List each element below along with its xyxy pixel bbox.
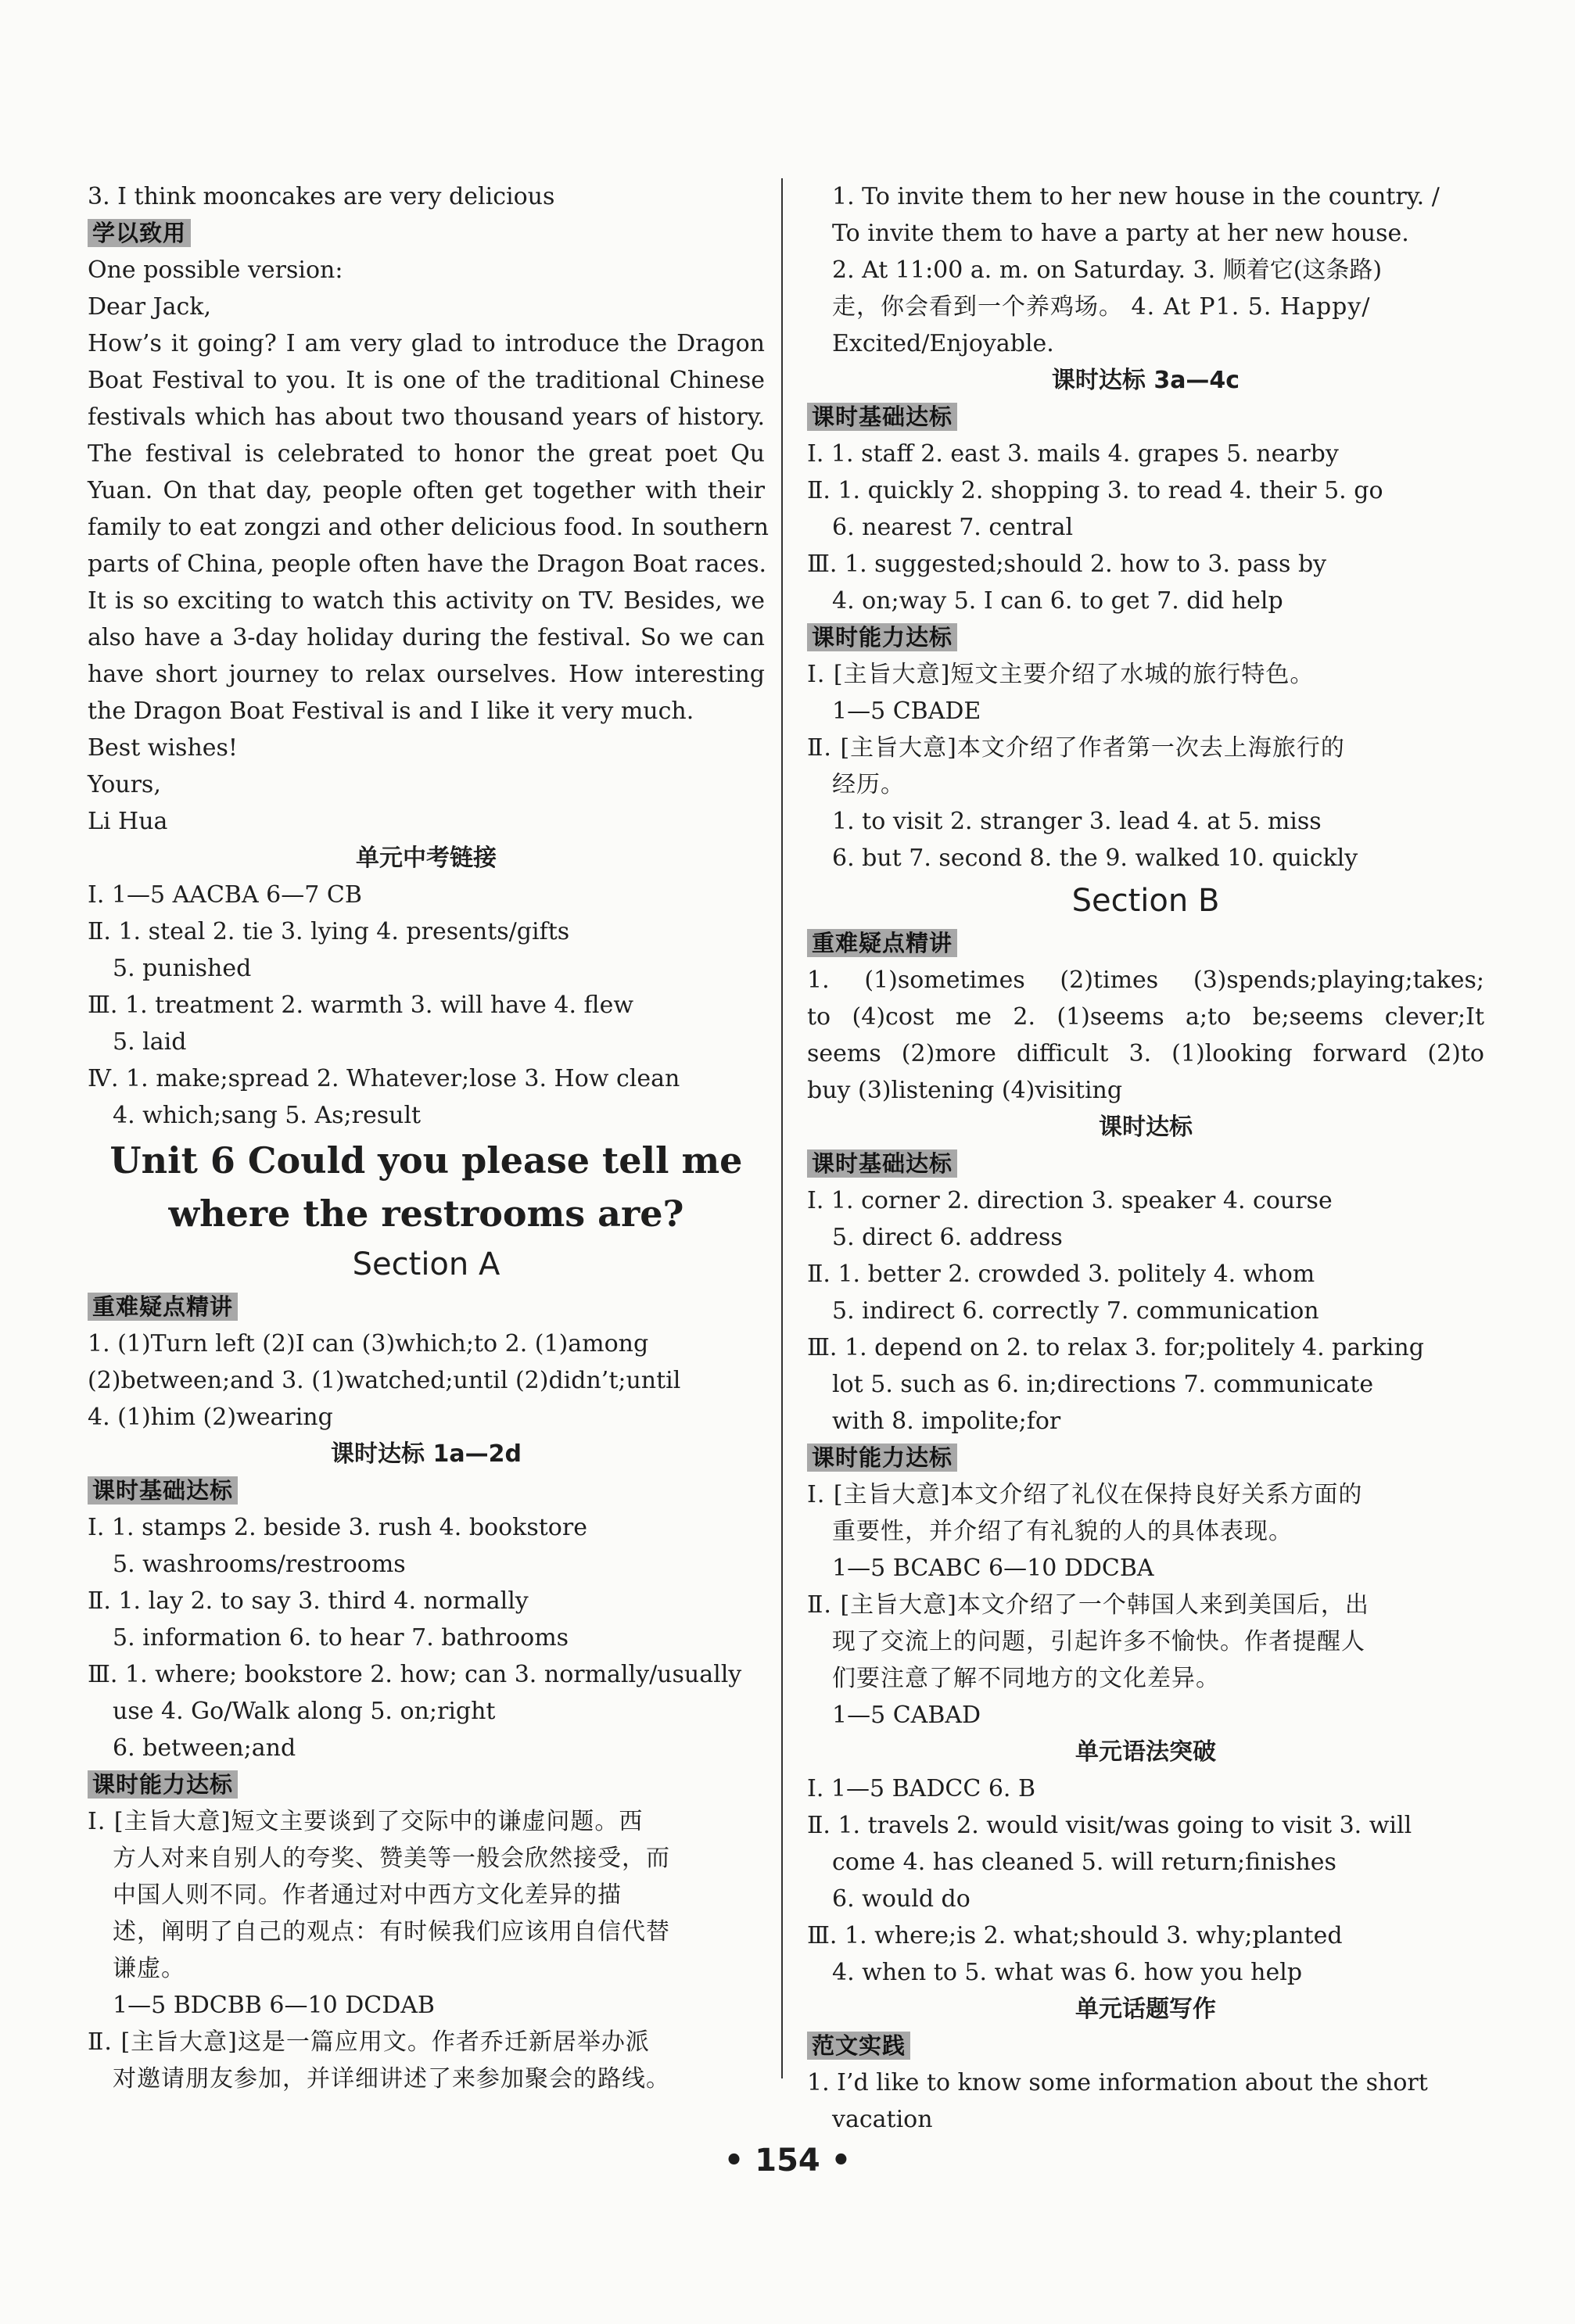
section-tag: 课时基础达标 (88, 1476, 238, 1505)
answer-line: 1—5 CABAD (832, 1702, 981, 1729)
answer-line: vacation (832, 2106, 933, 2133)
answer-line: 3. I think mooncakes are very delicious (88, 183, 555, 210)
letter-line: It is so exciting to watch this activity on TV. Besides, we (88, 587, 765, 615)
answer-line: 6. nearest 7. central (832, 514, 1074, 541)
column-divider (781, 178, 783, 2078)
section-heading: 课时达标 3a—4c (1051, 367, 1240, 394)
letter-line: Yuan. On that day, people often get together with their (88, 477, 765, 504)
letter-closing: Best wishes! (88, 734, 238, 762)
answer-line: lot 5. such as 6. in;directions 7. communicate (832, 1371, 1374, 1398)
section-heading: 课时达标 (1099, 1114, 1193, 1141)
answer-line: 1. To invite them to her new house in the country. / (832, 183, 1440, 210)
section-tag: 课时能力达标 (807, 1444, 957, 1472)
letter-line: also have a 3-day holiday during the festival. So we can (88, 624, 765, 651)
answer-line: Ⅰ. 1. staff 2. east 3. mails 4. grapes 5. nearby (807, 440, 1339, 468)
letter-line: family to eat zongzi and other delicious food. In southern (88, 514, 769, 541)
answer-line: 5. indirect 6. correctly 7. communication (832, 1297, 1319, 1325)
unit-title: where the restrooms are? (168, 1192, 684, 1235)
answer-line: Ⅲ. 1. treatment 2. warmth 3. will have 4. flew (88, 992, 633, 1019)
answer-line: 走，你会看到一个养鸡场。 4. At P1. 5. Happy/ (832, 293, 1371, 321)
answer-line: 1. (1)sometimes (2)times (3)spends;playing;takes; (807, 967, 1484, 994)
answer-line: 4. which;sang 5. As;result (113, 1102, 422, 1129)
section-tag: 课时基础达标 (807, 1149, 957, 1178)
answer-line: 方人对来自别人的夸奖、赞美等一般会欣然接受，而 (113, 1845, 670, 1872)
answer-line: 述，阐明了自己的观点：有时候我们应该用自信代替 (113, 1918, 670, 1946)
answer-line: Ⅲ. 1. suggested;should 2. how to 3. pass by (807, 551, 1327, 578)
answer-line: 重要性，并介绍了有礼貌的人的具体表现。 (832, 1518, 1293, 1545)
answer-line: 6. would do (832, 1885, 970, 1913)
answer-line: 5. washrooms/restrooms (113, 1551, 406, 1578)
answer-line: seems (2)more difficult 3. (1)looking forward (2)to (807, 1040, 1484, 1067)
answer-line: To invite them to have a party at her new house. (832, 220, 1409, 247)
letter-signature: Li Hua (88, 808, 168, 835)
answer-line: 6. but 7. second 8. the 9. walked 10. quickly (832, 845, 1358, 872)
answer-line: Ⅰ. [主旨大意]本文介绍了礼仪在保持良好关系方面的 (807, 1481, 1363, 1508)
answer-line: 谦虚。 (113, 1955, 185, 1982)
section-tag: 重难疑点精讲 (807, 929, 957, 957)
letter-line: parts of China, people often have the Dragon Boat races. (88, 551, 767, 578)
letter-closing: Yours, (88, 771, 161, 798)
section-tag: 重难疑点精讲 (88, 1293, 238, 1321)
letter-line: Boat Festival to you. It is one of the traditional Chinese (88, 367, 765, 394)
answer-line: 1—5 BCABC 6—10 DDCBA (832, 1555, 1154, 1582)
answer-line: Ⅱ. 1. steal 2. tie 3. lying 4. presents/gifts (88, 918, 570, 945)
answer-line: buy (3)listening (4)visiting (807, 1077, 1123, 1104)
answer-line: Ⅱ. 1. quickly 2. shopping 3. to read 4. their 5. go (807, 477, 1383, 504)
answer-line: 对邀请朋友参加，并详细讲述了来参加聚会的路线。 (113, 2065, 670, 2093)
answer-line: 1. (1)Turn left (2)I can (3)which;to 2. (1)among (88, 1330, 649, 1357)
answer-line: Ⅰ. [主旨大意]短文主要介绍了水城的旅行特色。 (807, 661, 1315, 688)
page-number: • 154 • (723, 2143, 852, 2179)
section-heading: 课时达标 1a—2d (331, 1440, 522, 1468)
right-column (807, 178, 1484, 2138)
answer-line: 4. (1)him (2)wearing (88, 1404, 333, 1431)
left-column (88, 178, 769, 2097)
section-tag: 学以致用 (88, 219, 191, 247)
letter-line: the Dragon Boat Festival is and I like it very much. (88, 698, 694, 725)
letter-line: have short journey to relax ourselves. How interesting (88, 661, 765, 688)
answer-line: 5. laid (113, 1028, 187, 1056)
answer-line: to (4)cost me 2. (1)seems a;to be;seems clever;It (807, 1003, 1484, 1031)
unit-title: Unit 6 Could you please tell me (109, 1139, 743, 1182)
answer-line: 中国人则不同。作者通过对中西方文化差异的描 (113, 1881, 622, 1909)
answer-line: use 4. Go/Walk along 5. on;right (113, 1698, 496, 1725)
answer-line: Ⅰ. [主旨大意]短文主要谈到了交际中的谦虚问题。西 (88, 1808, 644, 1835)
answer-line: Ⅱ. 1. lay 2. to say 3. third 4. normally (88, 1587, 529, 1615)
section-tag: 范文实践 (807, 2032, 910, 2060)
section-tag: 课时能力达标 (88, 1770, 238, 1799)
letter-line: The festival is celebrated to honor the great poet Qu (88, 440, 765, 468)
answer-line: Ⅱ. [主旨大意]本文介绍了一个韩国人来到美国后，出 (807, 1591, 1369, 1619)
answer-line: 4. on;way 5. I can 6. to get 7. did help (832, 587, 1283, 615)
section-heading: 单元话题写作 (1075, 1996, 1216, 2023)
answer-line: with 8. impolite;for (832, 1408, 1061, 1435)
answer-line: 5. punished (113, 955, 252, 982)
answer-line: Ⅰ. 1—5 AACBA 6—7 CB (88, 881, 362, 909)
answer-line: One possible version: (88, 256, 343, 284)
answer-line: 1. I’d like to know some information about the short (807, 2069, 1428, 2096)
answer-line: 2. At 11:00 a. m. on Saturday. 3. 顺着它(这条路) (832, 256, 1383, 284)
answer-line: 1—5 CBADE (832, 698, 981, 725)
answer-line: Ⅱ. 1. travels 2. would visit/was going to visit 3. will (807, 1812, 1412, 1839)
answer-line: 6. between;and (113, 1734, 296, 1762)
answer-line: Ⅱ. 1. better 2. crowded 3. politely 4. whom (807, 1261, 1315, 1288)
answer-line: 1. to visit 2. stranger 3. lead 4. at 5. miss (832, 808, 1322, 835)
answer-line: Ⅰ. 1. corner 2. direction 3. speaker 4. course (807, 1187, 1333, 1214)
letter-line: festivals which has about two thousand years of history. (88, 403, 765, 431)
answer-line: Ⅰ. 1. stamps 2. beside 3. rush 4. bookstore (88, 1514, 587, 1541)
letter-line: How’s it going? I am very glad to introduce the Dragon (88, 330, 765, 357)
answer-line: Ⅳ. 1. make;spread 2. Whatever;lose 3. How clean (88, 1065, 680, 1092)
answer-line: 5. information 6. to hear 7. bathrooms (113, 1624, 569, 1652)
answer-line: Ⅲ. 1. where;is 2. what;should 3. why;planted (807, 1922, 1343, 1949)
answer-line: Ⅱ. [主旨大意]本文介绍了作者第一次去上海旅行的 (807, 734, 1345, 762)
section-heading: 单元中考链接 (356, 845, 497, 872)
answer-line: 1—5 BDCBB 6—10 DCDAB (113, 1992, 435, 2019)
answer-line: 们要注意了解不同地方的文化差异。 (832, 1665, 1220, 1692)
section-title: Section B (1071, 883, 1220, 919)
answer-line: Ⅰ. 1—5 BADCC 6. B (807, 1775, 1036, 1802)
answer-line: Ⅲ. 1. where; bookstore 2. how; can 3. normally/usually (88, 1661, 742, 1688)
section-tag: 课时能力达标 (807, 623, 957, 651)
answer-line: Ⅱ. [主旨大意]这是一篇应用文。作者乔迁新居举办派 (88, 2028, 650, 2056)
answer-line: 5. direct 6. address (832, 1224, 1063, 1251)
answer-line: 现了交流上的问题，引起许多不愉快。作者提醒人 (832, 1628, 1365, 1655)
section-title: Section A (352, 1246, 500, 1282)
section-tag: 课时基础达标 (807, 403, 957, 431)
answer-line: 经历。 (832, 771, 905, 798)
answer-line: Ⅲ. 1. depend on 2. to relax 3. for;politely 4. parking (807, 1334, 1424, 1361)
answer-line: Excited/Enjoyable. (832, 330, 1054, 357)
answer-line: (2)between;and 3. (1)watched;until (2)didn’t;until (88, 1367, 681, 1394)
section-heading: 单元语法突破 (1075, 1738, 1216, 1766)
letter-greeting: Dear Jack, (88, 293, 211, 321)
answer-line: 4. when to 5. what was 6. how you help (832, 1959, 1303, 1986)
answer-line: come 4. has cleaned 5. will return;finishes (832, 1849, 1336, 1876)
